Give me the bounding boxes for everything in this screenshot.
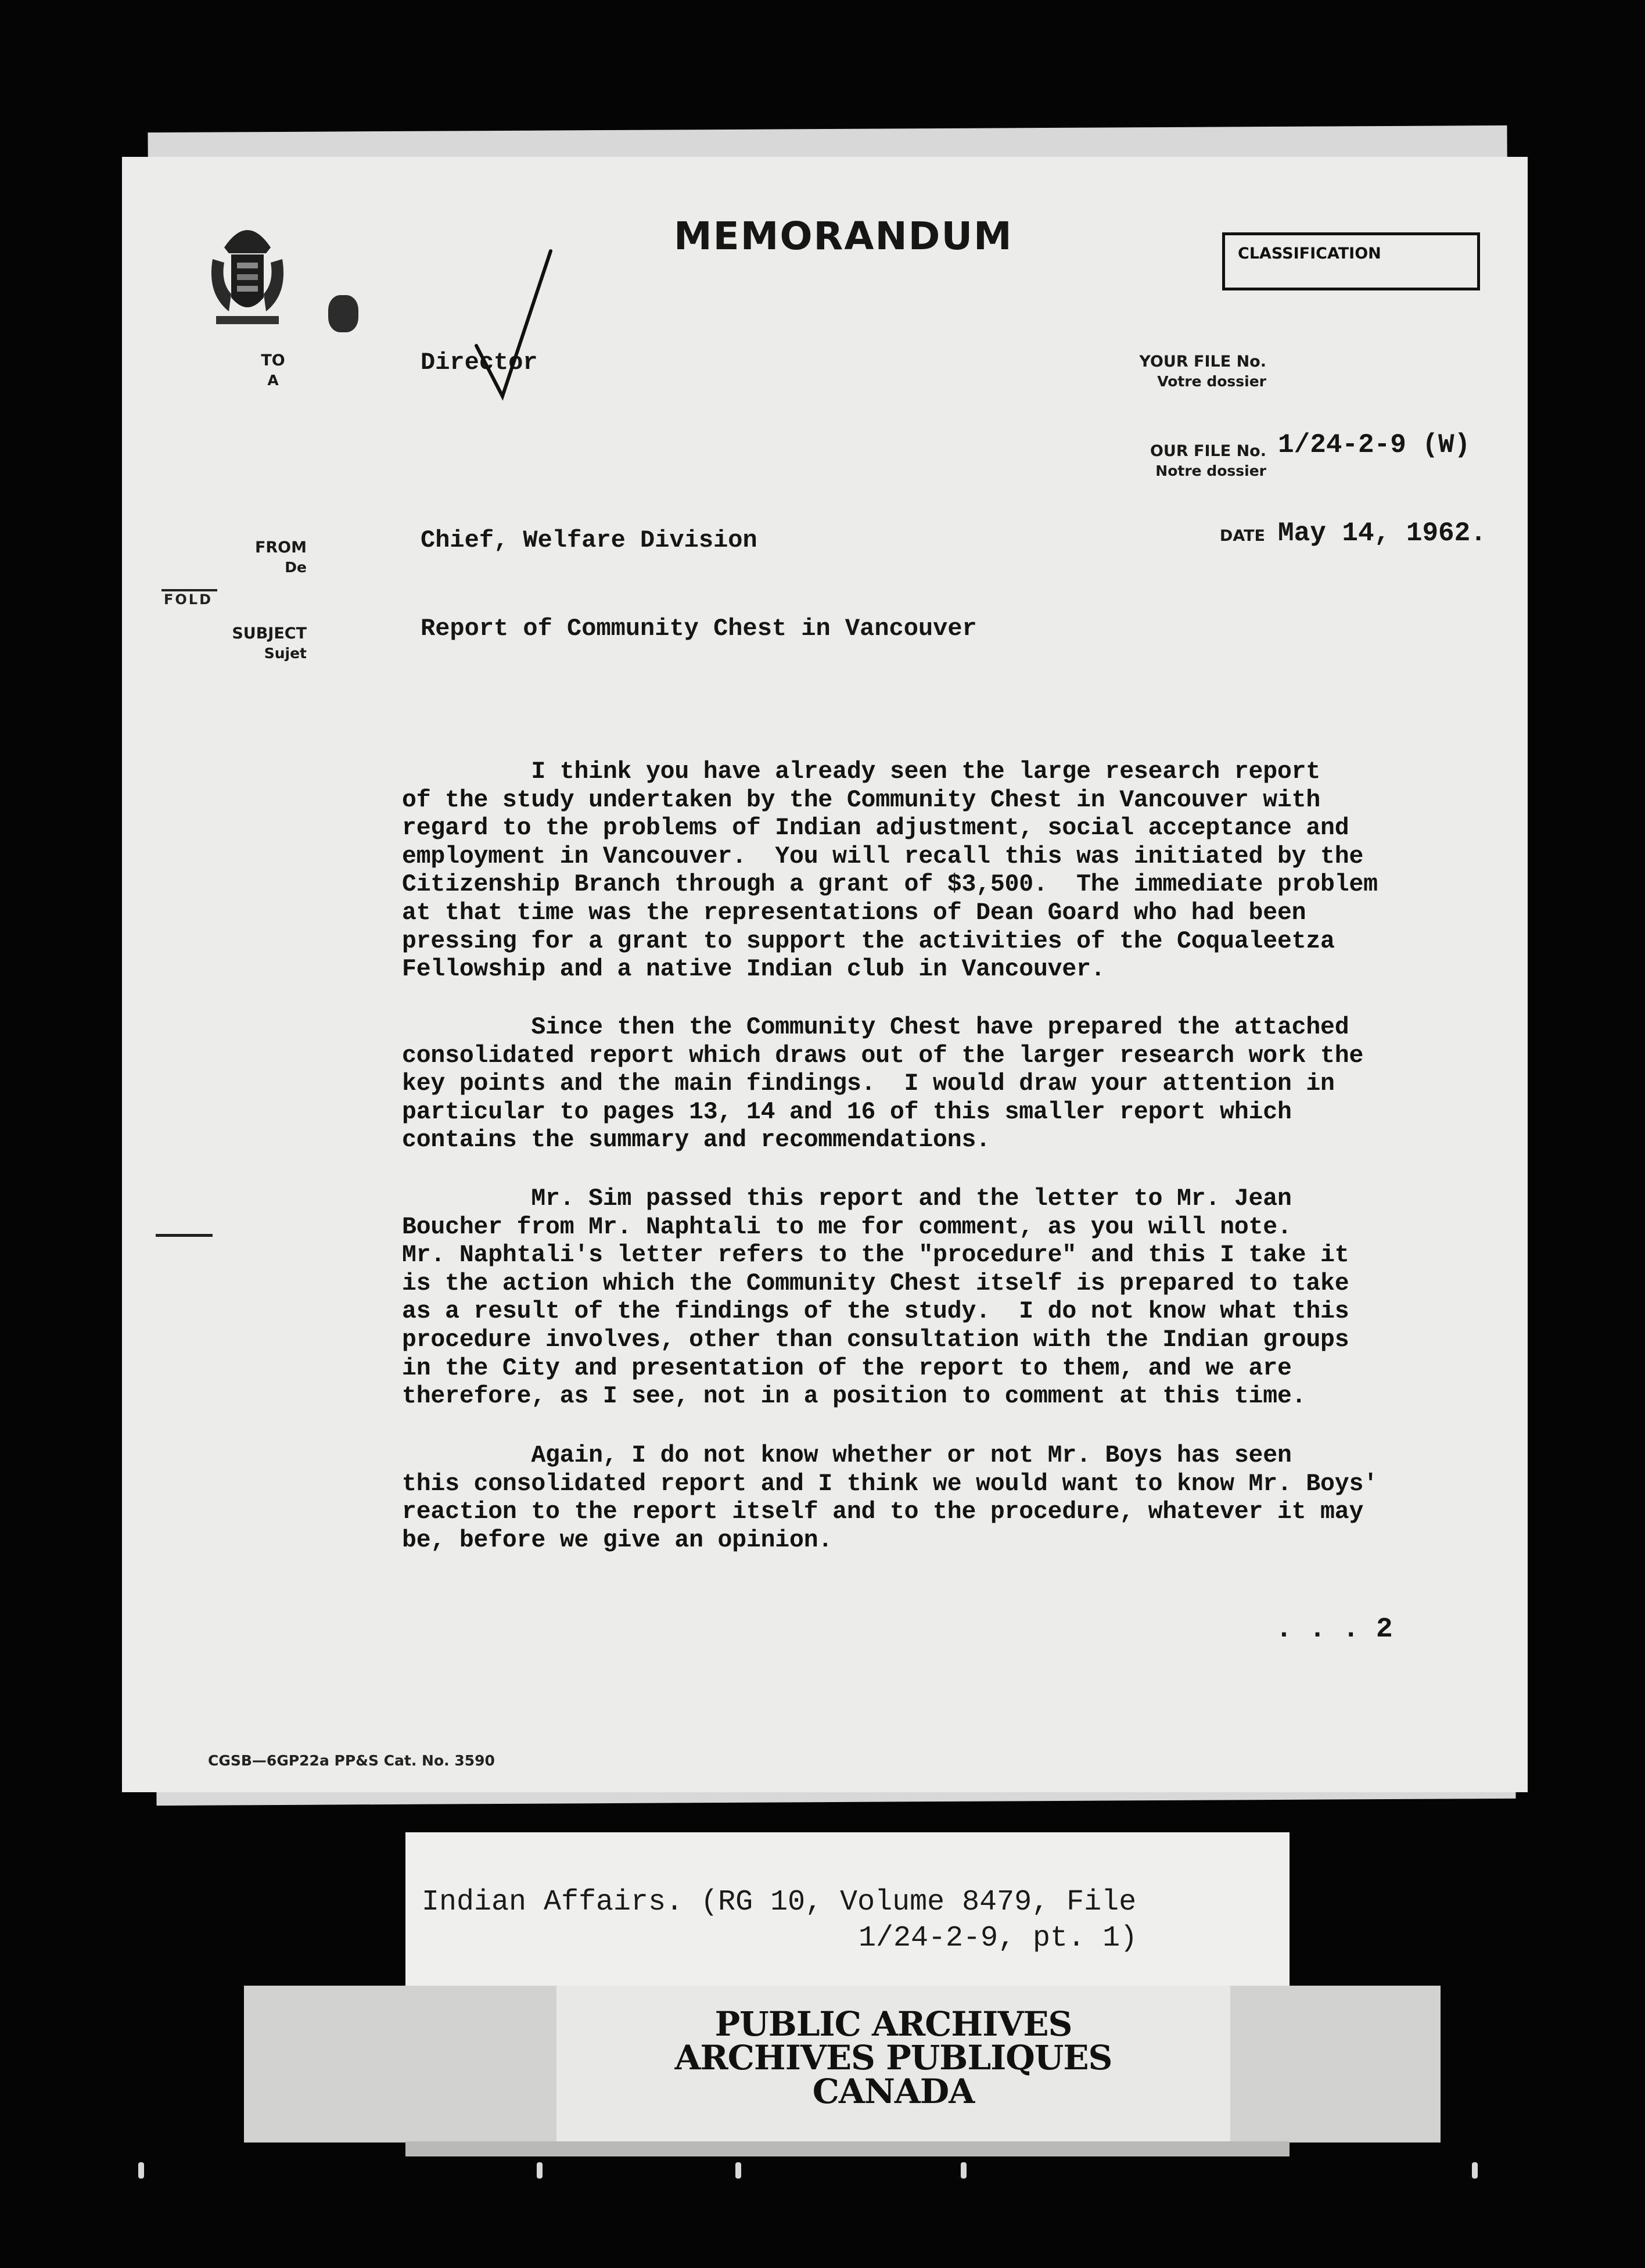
subject-label-fr: Sujet: [264, 645, 307, 662]
from-label-fr: De: [285, 559, 307, 576]
reference-card: [405, 1832, 1290, 2008]
to-label: [244, 351, 302, 390]
reference-line-2: 1/24-2-9, pt. 1): [859, 1922, 1138, 1955]
to-label-en: TO: [261, 351, 285, 369]
reference-line-1: Indian Affairs. (RG 10, Volume 8479, File: [422, 1886, 1137, 1919]
ink-blot: [328, 295, 358, 332]
body-paragraph-3: Mr. Sim passed this report and the letter to Mr. Jean Boucher from Mr. Naphtali to me for comment, as you will note. Mr. Naphtali's letter refers to the "procedure" and this I take it is the action which the Community Chest itself is prepared to take as a result of the findings of the study. I do not know what this procedure involves, other than consultation with the Indian groups in the City and presentation of the report to them, and we are therefore, as I see, not in a position to comment at this time.: [402, 1185, 1349, 1411]
our-file-label: [1086, 442, 1266, 481]
our-file-label-en: OUR FILE No.: [1150, 442, 1266, 460]
date-value: May 14, 1962.: [1278, 518, 1486, 548]
film-mark: [138, 2162, 144, 2179]
from-value: Chief, Welfare Division: [421, 526, 757, 554]
our-file-value: 1/24-2-9 (W): [1278, 430, 1471, 460]
your-file-label: [1086, 352, 1266, 392]
your-file-label-en: YOUR FILE No.: [1139, 353, 1266, 371]
subject-label: [221, 624, 307, 663]
coat-of-arms-icon: [201, 207, 294, 335]
to-value: Director: [421, 349, 538, 376]
archive-stamp-line-2: ARCHIVES PUBLIQUES: [674, 2038, 1112, 2077]
strip-edge: [405, 2141, 1290, 2156]
archive-stamp-line-1: PUBLIC ARCHIVES: [714, 2004, 1072, 2044]
subject-label-en: SUBJECT: [232, 625, 307, 643]
our-file-label-fr: Notre dossier: [1155, 462, 1266, 479]
archive-stamp: [556, 1986, 1230, 2143]
classification-box: [1222, 232, 1480, 290]
film-mark: [537, 2162, 543, 2179]
film-mark: [1472, 2162, 1478, 2179]
archive-strip: [244, 1986, 1441, 2143]
margin-mark: [156, 1234, 213, 1237]
to-label-fr: A: [267, 372, 279, 389]
film-mark: [735, 2162, 741, 2179]
subject-value: Report of Community Chest in Vancouver: [421, 615, 977, 643]
page-continuation: . . . 2: [1276, 1614, 1393, 1645]
body-paragraph-4: Again, I do not know whether or not Mr. Boys has seen this consolidated report and I think we would want to know Mr. Boys' reaction to the report itself and to the procedure, whatever it may be, before we give an opinion.: [402, 1442, 1378, 1554]
date-label: DATE: [1219, 527, 1265, 545]
form-code: CGSB—6GP22a PP&S Cat. No. 3590: [208, 1752, 495, 1769]
body-paragraph-2: Since then the Community Chest have prepared the attached consolidated report which draws out of the larger research work the key points and the main findings. I would draw your attention in particular to pages 13, 14 and 16 of this smaller report which contains the summary and recommendations.: [402, 1014, 1364, 1154]
film-mark: [961, 2162, 967, 2179]
classification-label: CLASSIFICATION: [1238, 245, 1381, 263]
memo-title: MEMORANDUM: [674, 214, 1013, 259]
from-label: [232, 538, 307, 577]
fold-label: FOLD: [164, 591, 213, 608]
your-file-label-fr: Votre dossier: [1157, 373, 1266, 390]
archive-stamp-line-3: CANADA: [812, 2072, 975, 2111]
signature-checkmark-icon: [465, 244, 558, 407]
body-paragraph-1: I think you have already seen the large research report of the study undertaken by the Community Chest in Vancouver with regard to the problems of Indian adjustment, social acceptance and employment in Vancouver. You will recall this was initiated by the Citizenship Branch through a grant of $3,500. The immediate problem at that time was the representations of Dean Goard who had been pressing for a grant to support the activities of the Coqualeetza Fellowship and a native Indian club in Vancouver.: [402, 758, 1378, 984]
from-label-en: FROM: [254, 539, 307, 557]
